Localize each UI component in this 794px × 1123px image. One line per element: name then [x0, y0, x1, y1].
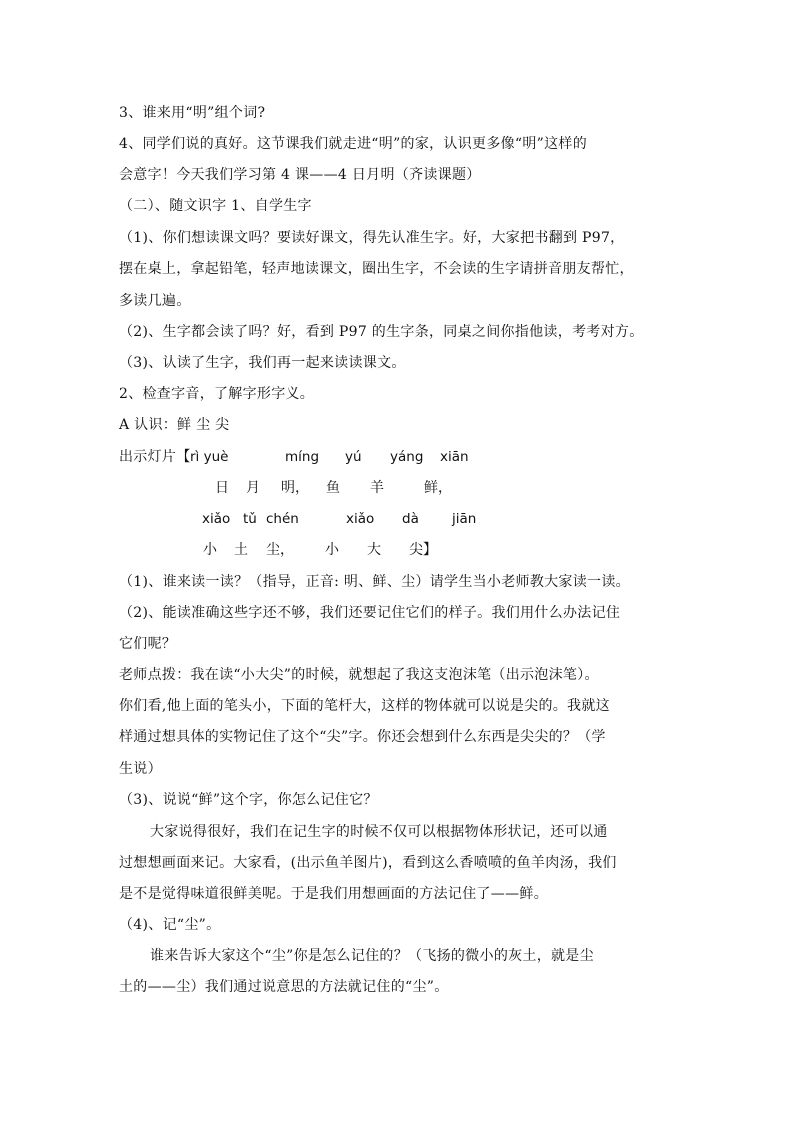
text-line: 大家说得很好，我们在记生字的时候不仅可以根据物体形状记，还可以通 — [150, 824, 608, 840]
pinyin: tǔ — [243, 511, 257, 527]
pinyin: xiǎo — [346, 511, 375, 527]
pinyin: xiān — [440, 449, 469, 465]
pinyin: yú — [345, 449, 362, 465]
hanzi: 尖】 — [409, 542, 437, 558]
text-line: 4、同学们说的真好。这节课我们就走进“明”的家，认识更多像“明”这样的 — [119, 136, 588, 152]
text-line: A 认识：鲜 尘 尖 — [119, 417, 230, 433]
hanzi: 日 — [215, 480, 229, 496]
hanzi: 明， — [281, 480, 309, 496]
hanzi: 土 — [234, 542, 248, 558]
hanzi: 月 — [246, 480, 260, 496]
pinyin: xiǎo — [202, 511, 231, 527]
hanzi: 羊 — [370, 480, 384, 496]
text-line: （3)、说说“鲜”这个字，你怎么记住它？ — [119, 792, 378, 808]
text-line: （2)、能读准确这些字还不够，我们还要记住它们的样子。我们用什么办法记住 — [119, 605, 621, 621]
text-line: 2、检查字音，了解字形字义。 — [119, 386, 315, 402]
hanzi: 小 — [325, 542, 339, 558]
text-line: 过想想画面来记。大家看，(出示鱼羊图片)，看到这么香喷喷的鱼羊肉汤，我们 — [119, 855, 617, 871]
text-line: （1)、你们想读课文吗？要读好课文，得先认准生字。好，大家把书翻到 P97， — [119, 230, 625, 246]
hanzi: 鲜， — [424, 480, 452, 496]
text-line: （1)、谁来读一读？（指导，正音: 明、鲜、尘）请学生当小老师教大家读一读。 — [119, 574, 630, 590]
hanzi: 鱼 — [326, 480, 340, 496]
text-line: （二）、随文识字 1、自学生字 — [119, 198, 312, 214]
text-line: 生说） — [119, 761, 162, 777]
pinyin: rì yuè — [190, 449, 229, 465]
pinyin: chén — [266, 511, 299, 527]
text-line: 老师点拨：我在读“小大尖”的时候，就想起了我这支泡沫笔（出示泡沫笔）。 — [119, 667, 599, 683]
text-line: 出示灯片【 — [119, 449, 191, 465]
hanzi: 小 — [203, 542, 217, 558]
hanzi: 大 — [367, 542, 381, 558]
pinyin: dà — [402, 511, 419, 527]
text-line: 它们呢？ — [119, 636, 177, 652]
text-line: 谁来告诉大家这个“尘”你是怎么记住的？（飞扬的微小的灰土，就是尘 — [150, 948, 594, 964]
text-line: 摆在桌上，拿起铅笔，轻声地读课文，圈出生字，不会读的生字请拼音朋友帮忙， — [119, 261, 634, 277]
text-line: （3)、认读了生字，我们再一起来读读课文。 — [119, 355, 406, 371]
pinyin: yáng — [390, 449, 424, 465]
pinyin: míng — [285, 449, 320, 465]
text-line: 3、谁来用“明”组个词? — [119, 105, 266, 121]
text-line: 土的——尘）我们通过说意思的方法就记住的“尘”。 — [119, 979, 449, 995]
text-line: （2)、生字都会读了吗？好，看到 P97 的生字条，同桌之间你指他读，考考对方。 — [119, 324, 644, 340]
text-line: （4)、记“尘”。 — [119, 917, 221, 933]
hanzi: 尘， — [266, 542, 294, 558]
text-line: 样通过想具体的实物记住了这个“尖”字。你还会想到什么东西是尖尖的？（学 — [119, 729, 606, 745]
text-line: 你们看,他上面的笔头小，下面的笔杆大，这样的物体就可以说是尖的。我就这 — [119, 698, 610, 714]
pinyin: jiān — [452, 511, 477, 527]
text-line: 会意字！今天我们学习第 4 课——4 日月明（齐读课题） — [119, 167, 481, 183]
text-line: 多读几遍。 — [119, 293, 191, 309]
text-line: 是不是觉得味道很鲜美呢。于是我们用想画面的方法记住了——鲜。 — [119, 886, 548, 902]
